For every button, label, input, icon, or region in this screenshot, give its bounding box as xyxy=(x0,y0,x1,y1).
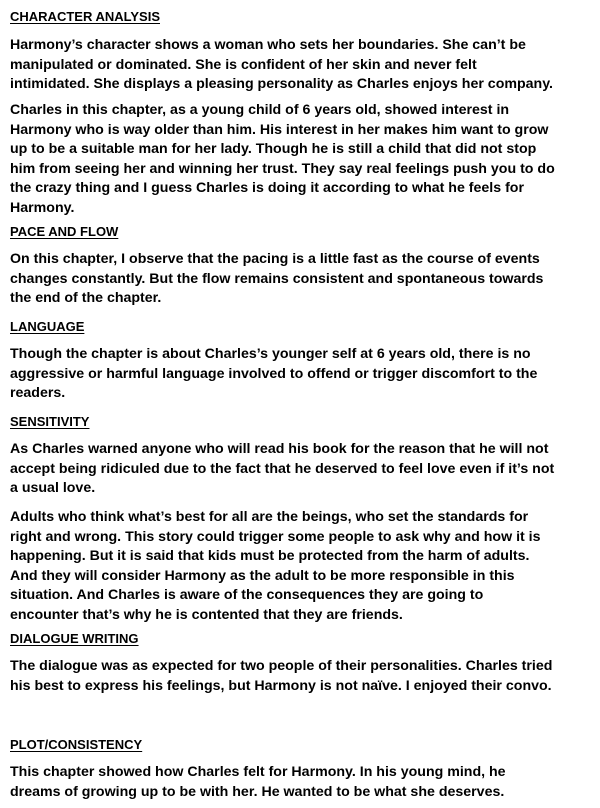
text-line: right and wrong. This story could trigger some people to ask why and how it is xyxy=(10,528,541,545)
text-line: Harmony’s character shows a woman who sets her boundaries. She can’t be xyxy=(10,37,526,53)
paragraph-language-1 xyxy=(10,345,596,404)
text-line: him from seeing her and winning her trust. They say real feelings push you to do xyxy=(10,160,555,177)
text-line: situation. And Charles is aware of the consequences they are going to xyxy=(10,587,484,603)
text-line: manipulated or dominated. She is confident of her skin and never felt xyxy=(10,56,477,73)
text-line: his best to express his feelings, but Harmony is not naïve. I enjoyed their convo. xyxy=(10,677,552,694)
section-heading-dialogue-writing: DIALOGUE WRITING xyxy=(10,631,139,646)
text-line: Though the chapter is about Charles’s younger self at 6 years old, there is no xyxy=(10,346,531,362)
text-line: the end of the chapter. xyxy=(10,290,162,306)
text-line: The dialogue was as expected for two people of their personalities. Charles tried xyxy=(10,658,553,674)
text-line: dreams of growing up to be with her. He wanted to be what she deserves. xyxy=(10,783,505,800)
text-line: a usual love. xyxy=(10,480,96,496)
text-line: On this chapter, I observe that the pacing is a little fast as the course of events xyxy=(10,251,540,267)
paragraph-plot-1 xyxy=(10,763,596,802)
text-line: And they will consider Harmony as the adult to be more responsible in this xyxy=(10,567,515,584)
text-line: This chapter showed how Charles felt for Harmony. In his young mind, he xyxy=(10,764,506,780)
paragraph-sensitivity-1 xyxy=(10,440,596,499)
text-line: accept being ridiculed due to the fact that he deserved to feel love even if it’s not xyxy=(10,460,555,477)
section-heading-sensitivity: SENSITIVITY xyxy=(10,414,90,429)
paragraph-dialogue-1 xyxy=(10,657,596,696)
text-line: intimidated. She displays a pleasing personality as Charles enjoys her company. xyxy=(10,76,553,92)
text-line: happening. But it is said that kids must be protected from the harm of adults. xyxy=(10,548,530,564)
text-line: changes constantly. But the flow remains consistent and spontaneous towards xyxy=(10,270,544,287)
text-line: aggressive or harmful language involved to offend or trigger discomfort to the xyxy=(10,365,538,382)
text-line: As Charles warned anyone who will read his book for the reason that he will not xyxy=(10,441,549,457)
section-heading-language: LANGUAGE xyxy=(10,319,85,334)
text-line: Harmony. xyxy=(10,199,75,216)
paragraph-character-2 xyxy=(10,101,596,218)
section-heading-character-analysis: CHARACTER ANALYSIS xyxy=(10,9,160,24)
text-line: Harmony who is way older than him. His interest in her makes him want to grow xyxy=(10,121,549,138)
paragraph-sensitivity-2 xyxy=(10,508,596,625)
text-line: up to be a suitable man for her lady. Though he is still a child that did not stop xyxy=(10,141,537,157)
section-heading-plot-consistency: PLOT/CONSISTENCY xyxy=(10,737,143,752)
text-line: the crazy thing and I guess Charles is doing it according to what he feels for xyxy=(10,180,524,196)
text-line: Charles in this chapter, as a young child of 6 years old, showed interest in xyxy=(10,102,510,118)
paragraph-pace-1 xyxy=(10,250,596,309)
text-line: encounter that’s why he is contented that they are friends. xyxy=(10,606,403,623)
text-line: Adults who think what’s best for all are the beings, who set the standards for xyxy=(10,509,529,525)
section-heading-pace-and-flow: PACE AND FLOW xyxy=(10,224,119,239)
paragraph-character-1 xyxy=(10,36,596,95)
text-line: readers. xyxy=(10,385,66,401)
